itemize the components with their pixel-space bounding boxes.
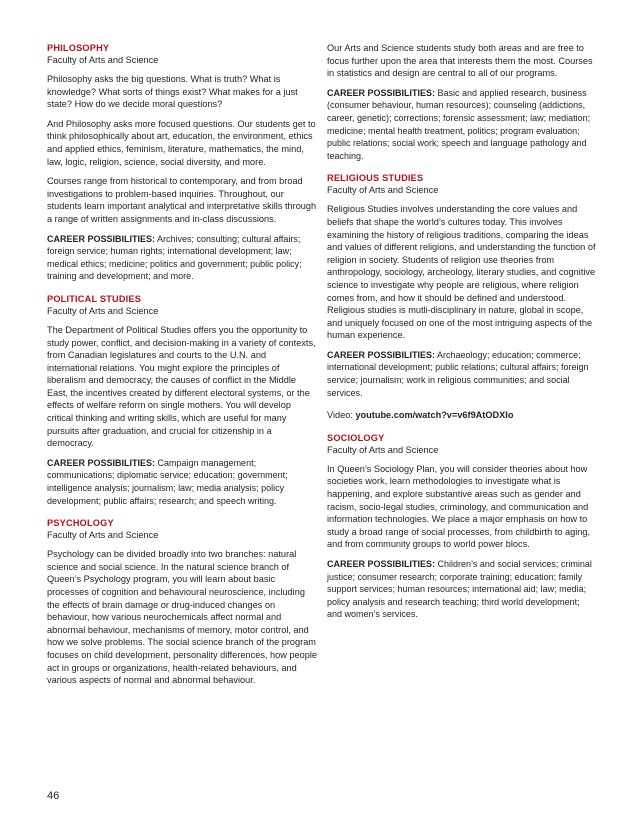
- philosophy-paragraph-3: Courses range from historical to contemporary, and from broad investigations to problem-based inquiries. Throughout, our students learn important analytical and interpretative skills through a range of written assignments and in-class discussions.: [47, 176, 317, 224]
- right-column: [327, 42, 597, 631]
- philosophy-faculty: Faculty of Arts and Science: [47, 55, 159, 65]
- philosophy-paragraph-2: And Philosophy asks more focused questions. Our students get to think philosophically about art, education, the environment, ethics and applied ethics, feminism, literature, mathematics, the mind, law, logic, religion, science, social diversity, and more.: [47, 118, 316, 167]
- page-number: 46: [47, 790, 60, 802]
- political-studies-careers: [47, 457, 317, 507]
- career-text: Archives; consulting; cultural affairs; foreign service; human rights; international development; law; medical ethics; medicine; politics and government; public policy; training and development; and more.: [47, 233, 302, 282]
- religious-studies-video: [327, 409, 597, 422]
- psychology-careers: [327, 87, 597, 163]
- career-label: CAREER POSSIBILITIES:: [47, 457, 156, 468]
- video-link[interactable]: youtube.com/watch?v=v6f9AtODXIo: [355, 410, 514, 421]
- career-label: CAREER POSSIBILITIES:: [327, 349, 436, 360]
- philosophy-heading: PHILOSOPHY: [47, 43, 110, 53]
- career-text: Campaign management; communications; diplomatic service; education; government; intelligence analysis; journalism; law; media analysis; policy development; public affairs; research; and speech writing.: [47, 457, 288, 506]
- philosophy-section: [47, 42, 317, 283]
- video-label: Video:: [327, 410, 356, 421]
- philosophy-paragraph-1: Philosophy asks the big questions. What is truth? What is knowledge? What sorts of things exist? What makes for a just state? How do we decide moral questions?: [47, 74, 298, 110]
- religious-studies-section: [327, 172, 597, 422]
- sociology-faculty: Faculty of Arts and Science: [327, 444, 439, 455]
- psychology-continued-paragraph: Our Arts and Science students study both areas and are free to focus further upon the area that interests them the most. Courses in statistics and design are central to all of our programs.: [327, 43, 593, 79]
- career-text: Archaeology; education; commerce; international development; public relations; cultural affairs; foreign service; journalism; work in religious communities; and social services.: [327, 349, 589, 398]
- career-text: Children’s and social services; criminal justice; consumer research; corporate training; education; family support services; human resources; international aid; law; media; policy analysis and research teaching; third world development; and women’s services.: [327, 559, 592, 620]
- sociology-heading: SOCIOLOGY: [327, 432, 385, 443]
- career-label: CAREER POSSIBILITIES:: [47, 233, 156, 244]
- psychology-section: [47, 517, 317, 687]
- political-studies-section: [47, 293, 317, 507]
- psychology-paragraph-1: Psychology can be divided broadly into two branches: natural science and social science. In the natural science branch of Queen’s Psychology program, you will learn about basic processes of cognition and behavioural neuroscience, including the effects of brain damage or drug-induced changes on behaviour, how various neurochemicals affect normal and abnormal behaviour, mechanisms of memory, motor control, and how we solve problems. The social science branch of the program focuses on child development, personality differences, how people act in groups or organizations, health-related behaviours, and various aspects of normal and abnormal behaviour.: [47, 549, 318, 686]
- religious-studies-heading: RELIGIOUS STUDIES: [327, 173, 424, 184]
- political-studies-faculty: Faculty of Arts and Science: [47, 305, 159, 316]
- left-column: [47, 42, 317, 694]
- career-label: CAREER POSSIBILITIES:: [327, 559, 436, 569]
- political-studies-heading: POLITICAL STUDIES: [47, 293, 142, 304]
- sociology-section: [327, 432, 597, 621]
- psychology-heading: PSYCHOLOGY: [47, 518, 114, 529]
- religious-studies-paragraph-1: Religious Studies involves understanding the core values and beliefs that shape the world’s cultures today. This involves examining the history of religious traditions, comparing the ideas and values of different religions, and understanding the function of religion in society. Students of religion use theories from anthropology, sociology, archeology, literary studies, and cognitive science to investigate why people are religious, where religion comes from, and how it should be defined and understood. Religious studies is mutli-disciplinary in nature, global in scope, and uniquely focused on one of the most intriguing aspects of the human experience.: [327, 204, 596, 341]
- sociology-careers: [327, 558, 597, 621]
- career-label: CAREER POSSIBILITIES:: [327, 87, 436, 98]
- political-studies-paragraph-1: The Department of Political Studies offers you the opportunity to study power, conflict, and decision-making in a variety of contexts, from Canadian legislatures and courts to the U.N. and international relations. You might explore the principles of liberalism and democracy, the causes of conflict in the Middle East, the incentives created by different electoral systems, or the effects of welfare reform on single mothers. You will develop critical thinking and writing skills, which are useful for many pursuits after graduation, and crucial for citizenship in a democracy.: [47, 324, 316, 449]
- religious-studies-faculty: Faculty of Arts and Science: [327, 185, 439, 196]
- career-text: Basic and applied research, business (consumer behaviour, human resources); counseling (addictions, career, genetic); corrections; forensic assessment; law; mediation; medicine; mental health treatment, politics; program evaluation; public relations; social work; speech and language pathology and teaching.: [327, 87, 591, 161]
- religious-studies-careers: [327, 349, 597, 399]
- psychology-continued-section: [327, 42, 597, 162]
- psychology-faculty: Faculty of Arts and Science: [47, 530, 159, 541]
- philosophy-careers: [47, 233, 317, 283]
- sociology-paragraph-1: In Queen’s Sociology Plan, you will consider theories about how societies work, learn methodologies to investigate what is happening, and explore substantive areas such as gender and racism, socio-legal studies, criminology, and communication and information technologies. We place a major emphasis on how to study a broad range of social processes, from childbirth to aging, and from community groups to world power blocs.: [327, 463, 591, 550]
